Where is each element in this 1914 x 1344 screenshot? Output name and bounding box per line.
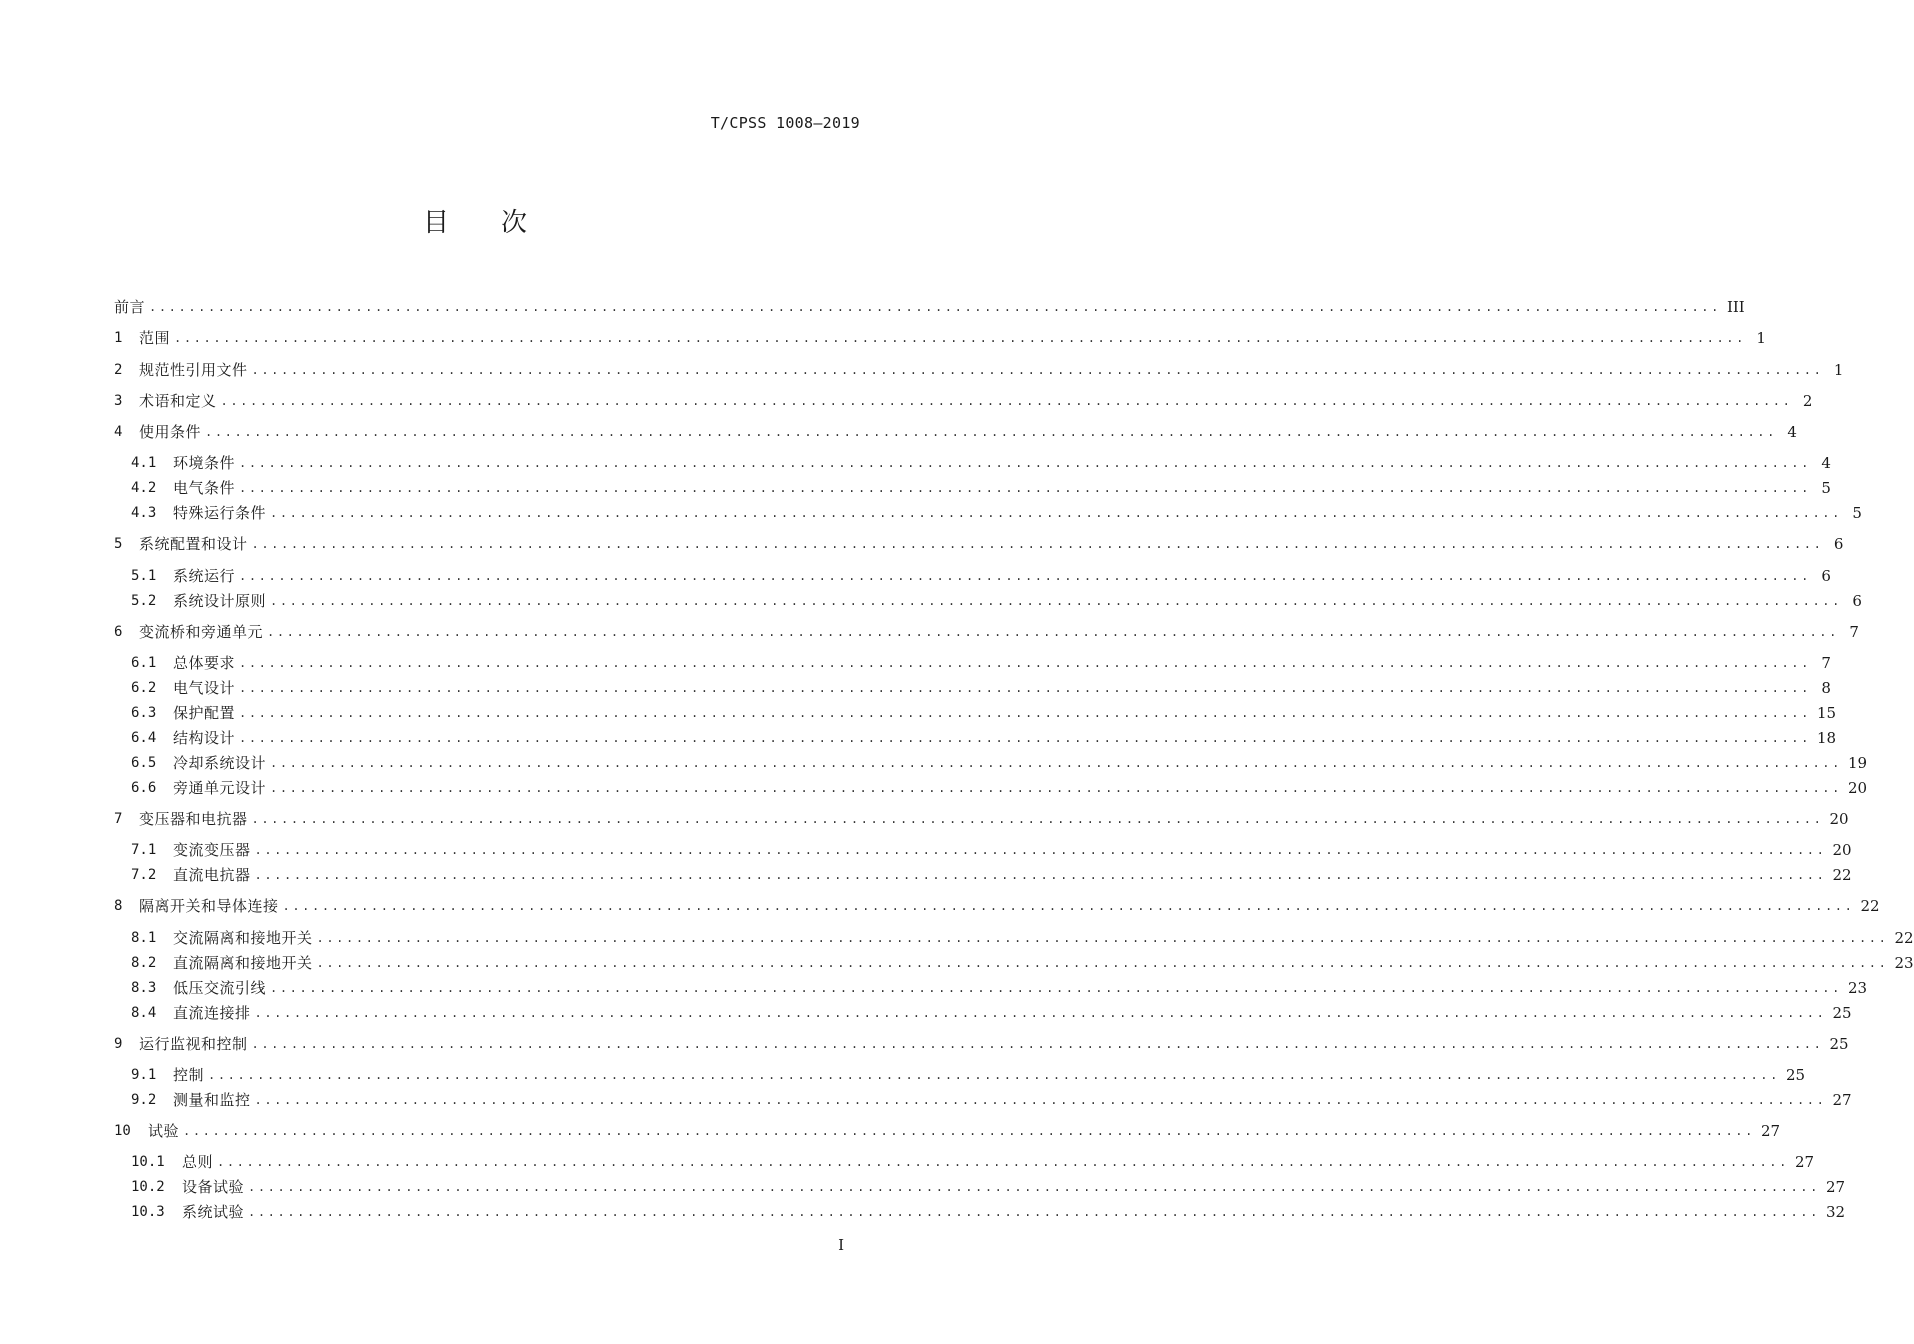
toc-dot-leader: ................................................................................................................................................................ xyxy=(248,1180,1820,1195)
toc-dot-leader: ................................................................................................................................................................ xyxy=(239,568,1811,583)
toc-entry-page: 6 xyxy=(1852,591,1862,610)
toc-entry[interactable] xyxy=(114,973,1868,998)
toc-dot-leader: ................................................................................................................................................................ xyxy=(174,331,1746,346)
toc-entry[interactable] xyxy=(114,948,1914,973)
toc-entry-number: 5.2 xyxy=(131,592,157,609)
toc-entry-label: 交流隔离和接地开关 xyxy=(173,928,313,947)
toc-entry-label: 电气条件 xyxy=(173,479,236,498)
toc-entry-number: 9 xyxy=(114,1035,123,1052)
toc-entry-label: 结构设计 xyxy=(173,728,236,747)
toc-entry-label: 前言 xyxy=(114,298,146,317)
toc-entry-number: 8.4 xyxy=(131,1004,157,1021)
toc-entry[interactable] xyxy=(114,473,1831,498)
toc-dot-leader: ................................................................................................................................................................ xyxy=(239,680,1811,695)
toc-entry[interactable] xyxy=(114,348,1844,379)
toc-entry-page: 15 xyxy=(1816,703,1837,722)
toc-entry[interactable] xyxy=(114,1141,1815,1172)
toc-dot-leader: ................................................................................................................................................................ xyxy=(220,393,1793,408)
toc-entry-label: 保护配置 xyxy=(173,703,236,722)
toc-entry[interactable] xyxy=(114,723,1837,748)
toc-entry[interactable] xyxy=(114,554,1831,585)
toc-entry[interactable] xyxy=(114,498,1862,523)
toc-entry-page: 4 xyxy=(1787,422,1797,441)
toc-entry[interactable] xyxy=(114,698,1837,723)
toc-dot-leader: ................................................................................................................................................................ xyxy=(316,955,1889,970)
toc-entry-number: 5.1 xyxy=(131,567,157,584)
toc-entry-number: 1 xyxy=(114,330,123,347)
toc-entry-number: 8.3 xyxy=(131,979,157,996)
toc-entry[interactable] xyxy=(114,523,1844,554)
toc-entry-number: 10 xyxy=(114,1123,131,1140)
toc-dot-leader: ................................................................................................................................................................ xyxy=(254,868,1827,883)
toc-entry-number: 6.5 xyxy=(131,754,157,771)
toc-entry-page: 27 xyxy=(1760,1122,1781,1141)
toc-entry-page: 27 xyxy=(1825,1178,1846,1197)
toc-entry-number: 10.1 xyxy=(131,1154,165,1171)
toc-entry[interactable] xyxy=(114,773,1868,798)
toc-entry-number: 4.1 xyxy=(131,455,157,472)
toc-entry-page: 20 xyxy=(1829,810,1849,829)
toc-entry-page: 20 xyxy=(1832,841,1852,860)
toc-entry-number: 10.2 xyxy=(131,1179,165,1196)
toc-dot-leader: ................................................................................................................................................................ xyxy=(254,843,1827,858)
toc-entry-page: 6 xyxy=(1821,566,1831,585)
toc-entry-label: 使用条件 xyxy=(139,422,202,441)
toc-entry-page: 4 xyxy=(1821,454,1831,473)
toc-entry-label: 变流变压器 xyxy=(173,841,251,860)
toc-dot-leader: ................................................................................................................................................................ xyxy=(270,506,1842,521)
toc-dot-leader: ................................................................................................................................................................ xyxy=(251,1036,1824,1051)
toc-entry-page: 6 xyxy=(1833,535,1844,554)
toc-entry-label: 低压交流引线 xyxy=(173,978,267,997)
toc-entry[interactable] xyxy=(114,286,1745,317)
toc-entry-page: 7 xyxy=(1821,653,1831,672)
toc-entry-page: 20 xyxy=(1847,778,1868,797)
toc-entry-number: 2 xyxy=(114,361,123,378)
toc-entry-page: 7 xyxy=(1849,622,1859,641)
toc-entry-label: 系统运行 xyxy=(173,566,236,585)
toc-entry[interactable] xyxy=(114,1197,1846,1222)
toc-dot-leader: ................................................................................................................................................................ xyxy=(239,730,1811,745)
toc-entry-number: 6.4 xyxy=(131,729,157,746)
toc-entry-page: 25 xyxy=(1832,1003,1852,1022)
toc-entry-label: 直流电抗器 xyxy=(173,866,251,885)
toc-entry-label: 总体要求 xyxy=(173,653,236,672)
toc-entry[interactable] xyxy=(114,916,1914,947)
toc-entry-page: 18 xyxy=(1816,728,1837,747)
toc-entry[interactable] xyxy=(114,442,1831,473)
toc-dot-leader: ................................................................................................................................................................ xyxy=(254,1093,1827,1107)
toc-dot-leader: ................................................................................................................................................................ xyxy=(270,980,1842,995)
toc-entry[interactable] xyxy=(114,829,1852,860)
toc-dot-leader: ................................................................................................................................................................ xyxy=(149,300,1721,315)
toc-entry-label: 设备试验 xyxy=(182,1178,245,1197)
toc-entry-label: 系统设计原则 xyxy=(173,591,267,610)
toc-entry-label: 测量和监控 xyxy=(173,1091,251,1109)
toc-entry-page: 22 xyxy=(1832,866,1852,885)
toc-entry[interactable] xyxy=(114,317,1766,348)
toc-entry-number: 6 xyxy=(114,623,123,640)
toc-entry-number: 3 xyxy=(114,392,123,409)
toc-entry-page: 8 xyxy=(1821,678,1831,697)
toc-entry[interactable] xyxy=(114,586,1862,611)
toc-entry[interactable] xyxy=(114,380,1813,411)
toc-dot-leader: ................................................................................................................................................................ xyxy=(239,481,1811,496)
table-of-contents xyxy=(114,286,1914,1222)
toc-entry-label: 电气设计 xyxy=(173,678,236,697)
toc-dot-leader: ................................................................................................................................................................ xyxy=(183,1124,1755,1139)
toc-entry-label: 总则 xyxy=(182,1153,214,1172)
toc-entry-page: 25 xyxy=(1829,1034,1849,1053)
toc-entry-label: 变流桥和旁通单元 xyxy=(139,622,264,641)
toc-entry-label: 规范性引用文件 xyxy=(139,360,248,379)
toc-entry-page: 22 xyxy=(1860,897,1880,916)
toc-entry-number: 7.2 xyxy=(131,867,157,884)
toc-entry-label: 系统试验 xyxy=(182,1203,245,1222)
toc-dot-leader: ................................................................................................................................................................ xyxy=(251,812,1824,827)
toc-entry-label: 系统配置和设计 xyxy=(139,535,248,554)
toc-dot-leader: ................................................................................................................................................................ xyxy=(248,1205,1820,1220)
toc-entry-label: 试验 xyxy=(148,1122,180,1141)
toc-dot-leader: ................................................................................................................................................................ xyxy=(270,593,1842,608)
toc-entry-page: 5 xyxy=(1821,479,1831,498)
toc-entry[interactable] xyxy=(114,998,1852,1023)
toc-dot-leader: ................................................................................................................................................................ xyxy=(254,1005,1827,1020)
toc-dot-leader: ................................................................................................................................................................ xyxy=(270,755,1842,770)
page-title: 目次 xyxy=(422,208,579,238)
toc-dot-leader: ................................................................................................................................................................ xyxy=(251,362,1824,377)
toc-entry-page: 23 xyxy=(1847,978,1868,997)
toc-entry[interactable] xyxy=(114,885,1880,916)
toc-dot-leader: ................................................................................................................................................................ xyxy=(239,705,1811,720)
toc-entry-label: 变压器和电抗器 xyxy=(139,810,248,829)
toc-entry-number: 4.3 xyxy=(131,505,157,522)
toc-entry-page: 27 xyxy=(1832,1091,1852,1109)
toc-entry[interactable] xyxy=(114,748,1868,773)
toc-entry[interactable] xyxy=(114,673,1831,698)
toc-entry-label: 旁通单元设计 xyxy=(173,778,267,797)
toc-entry-page: 22 xyxy=(1894,928,1914,947)
toc-entry-page: 19 xyxy=(1847,753,1868,772)
toc-entry[interactable] xyxy=(114,611,1859,642)
toc-entry-label: 术语和定义 xyxy=(139,391,217,410)
toc-entry-label: 环境条件 xyxy=(173,454,236,473)
toc-entry-page: 2 xyxy=(1802,391,1813,410)
toc-dot-leader: ................................................................................................................................................................ xyxy=(239,456,1811,471)
toc-dot-leader: ................................................................................................................................................................ xyxy=(316,930,1889,945)
toc-entry-page: III xyxy=(1726,298,1745,317)
toc-entry-number: 4 xyxy=(114,423,123,440)
toc-entry-label: 冷却系统设计 xyxy=(173,753,267,772)
toc-entry-number: 8.1 xyxy=(131,929,157,946)
toc-entry[interactable] xyxy=(114,798,1849,829)
toc-entry-label: 控制 xyxy=(173,1066,205,1084)
toc-entry[interactable] xyxy=(114,1110,1781,1141)
toc-entry-number: 6.2 xyxy=(131,679,157,696)
toc-entry-label: 运行监视和控制 xyxy=(139,1034,248,1053)
toc-entry[interactable] xyxy=(114,1172,1846,1197)
toc-entry-page: 27 xyxy=(1794,1153,1815,1172)
toc-entry-number: 4.2 xyxy=(131,480,157,497)
toc-entry-label: 直流隔离和接地开关 xyxy=(173,953,313,972)
toc-entry-label: 特殊运行条件 xyxy=(173,504,267,523)
toc-dot-leader: ................................................................................................................................................................ xyxy=(267,624,1839,639)
toc-entry-number: 9.1 xyxy=(131,1067,157,1083)
toc-entry[interactable] xyxy=(114,860,1852,885)
toc-entry[interactable] xyxy=(114,411,1797,442)
toc-entry[interactable] xyxy=(114,1023,1849,1054)
toc-entry-number: 8.2 xyxy=(131,954,157,971)
toc-entry-number: 5 xyxy=(114,536,123,553)
toc-entry-number: 7 xyxy=(114,811,123,828)
toc-dot-leader: ................................................................................................................................................................ xyxy=(205,424,1777,439)
toc-dot-leader: ................................................................................................................................................................ xyxy=(217,1155,1789,1170)
toc-dot-leader: ................................................................................................................................................................ xyxy=(208,1068,1780,1082)
toc-entry-page: 1 xyxy=(1756,329,1766,348)
toc-entry-number: 6.3 xyxy=(131,704,157,721)
toc-entry[interactable] xyxy=(114,1054,1806,1085)
toc-entry-number: 6.1 xyxy=(131,654,157,671)
page-number: I xyxy=(838,1236,844,1254)
toc-entry-number: 8 xyxy=(114,898,123,915)
toc-entry-page: 23 xyxy=(1894,953,1914,972)
document-code: T/CPSS 1008—2019 xyxy=(710,114,860,132)
toc-entry-page: 5 xyxy=(1852,504,1862,523)
toc-entry-page: 1 xyxy=(1833,360,1844,379)
toc-dot-leader: ................................................................................................................................................................ xyxy=(282,899,1855,914)
toc-entry-label: 范围 xyxy=(139,329,171,348)
toc-entry-page: 25 xyxy=(1785,1066,1806,1084)
toc-entry-label: 直流连接排 xyxy=(173,1003,251,1022)
toc-dot-leader: ................................................................................................................................................................ xyxy=(239,655,1811,670)
toc-entry-number: 6.6 xyxy=(131,779,157,796)
toc-entry-number: 10.3 xyxy=(131,1204,165,1221)
toc-dot-leader: ................................................................................................................................................................ xyxy=(251,537,1824,552)
toc-entry-number: 9.2 xyxy=(131,1092,157,1108)
toc-entry[interactable] xyxy=(114,642,1831,673)
toc-entry-page: 32 xyxy=(1825,1203,1846,1222)
toc-entry-label: 隔离开关和导体连接 xyxy=(139,897,279,916)
toc-entry[interactable] xyxy=(114,1085,1852,1110)
toc-entry-number: 7.1 xyxy=(131,842,157,859)
toc-dot-leader: ................................................................................................................................................................ xyxy=(270,780,1842,795)
